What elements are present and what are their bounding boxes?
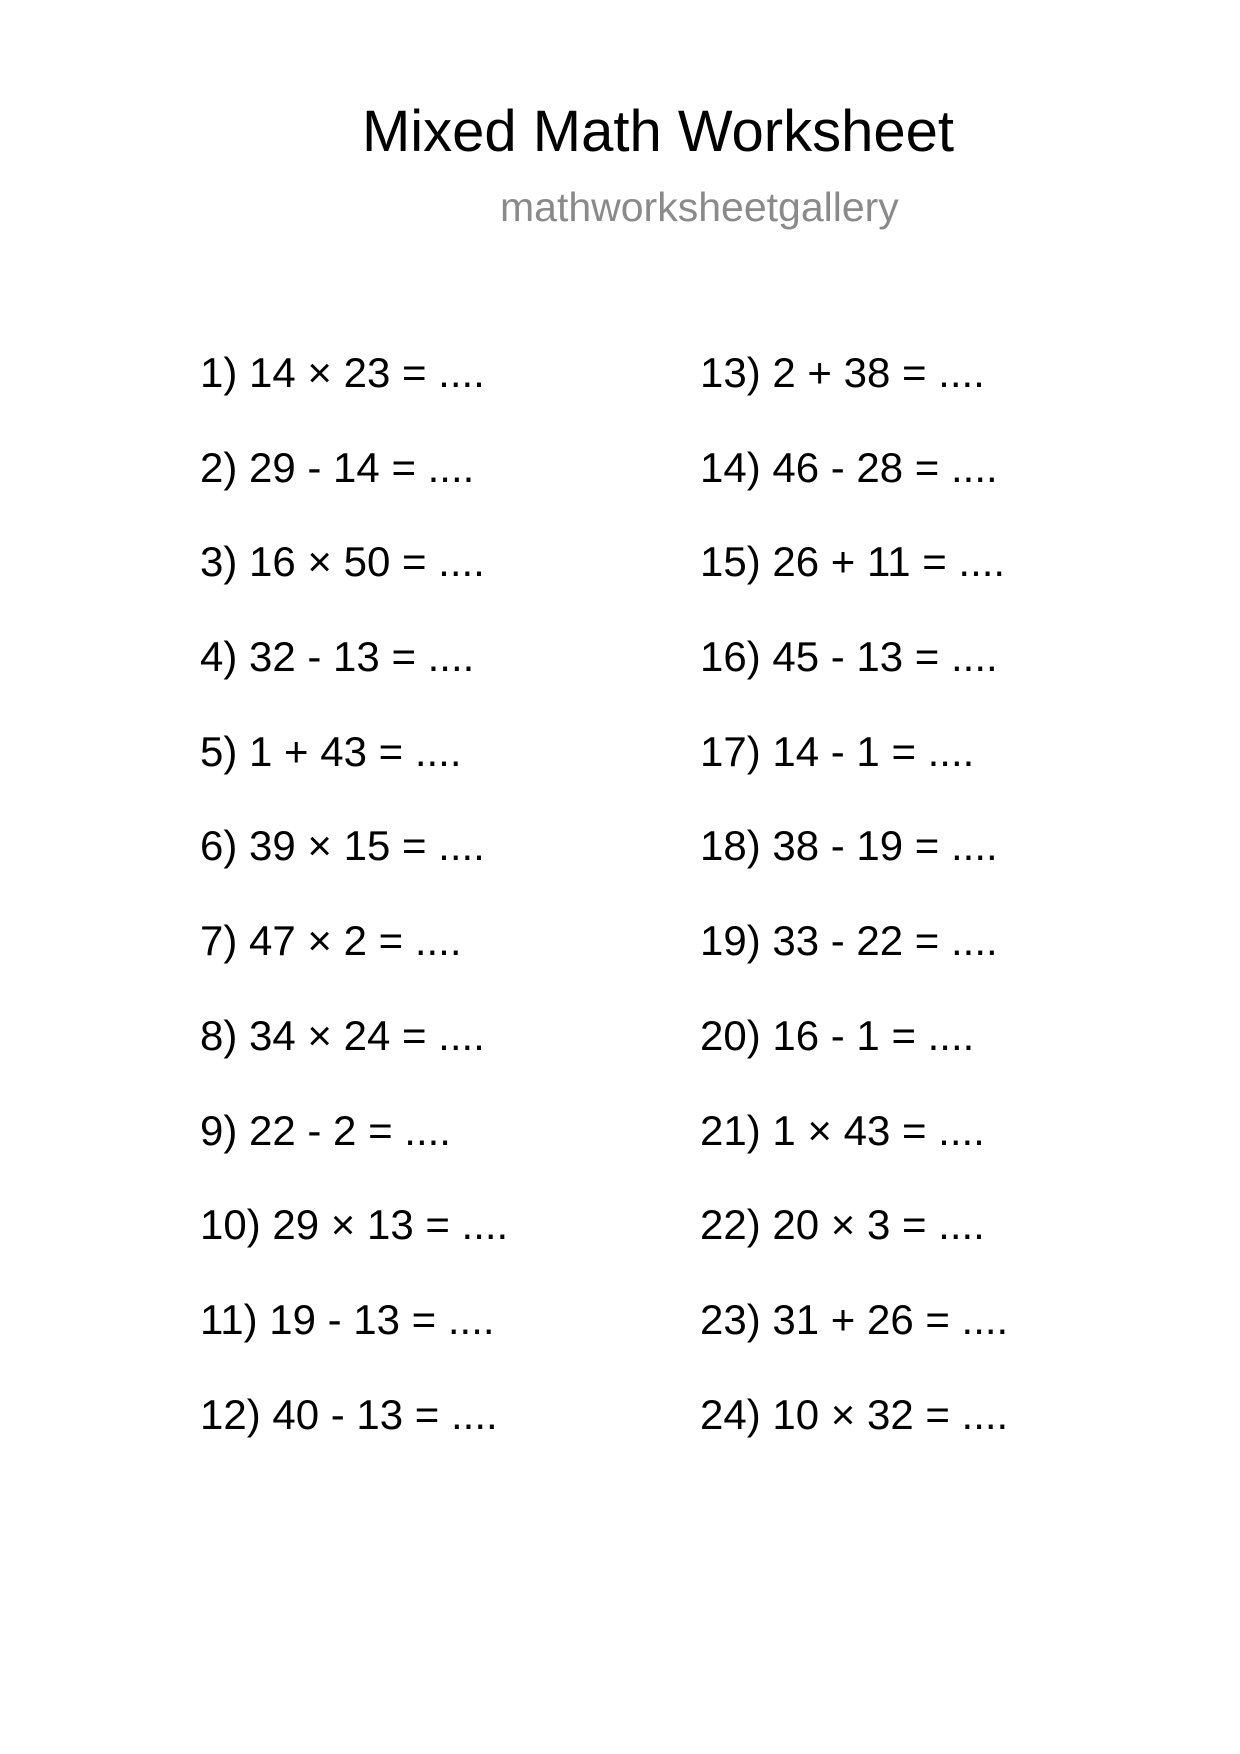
- problem-4: 4) 32 - 13 = ....: [200, 633, 475, 681]
- problem-11: 11) 19 - 13 = ....: [200, 1295, 495, 1343]
- problem-16: 16) 45 - 13 = ....: [700, 633, 998, 681]
- problem-17: 17) 14 - 1 = ....: [700, 727, 975, 775]
- problem-19: 19) 33 - 22 = ....: [700, 917, 998, 965]
- problem-14: 14) 46 - 28 = ....: [700, 443, 998, 491]
- problem-24: 24) 10 × 32 = ....: [700, 1390, 1009, 1438]
- problem-12: 12) 40 - 13 = ....: [200, 1390, 498, 1438]
- page-title: Mixed Math Worksheet: [361, 99, 955, 164]
- problem-13: 13) 2 + 38 = ....: [700, 349, 985, 396]
- problem-9: 9) 22 - 2 = ....: [200, 1106, 451, 1154]
- problem-6: 6) 39 × 15 = ....: [200, 822, 485, 870]
- problem-5: 5) 1 + 43 = ....: [200, 727, 462, 775]
- problems-column-left: [200, 348, 508, 1484]
- problem-18: 18) 38 - 19 = ....: [700, 822, 998, 870]
- problem-22: 22) 20 × 3 = ....: [700, 1201, 985, 1249]
- problem-3: 3) 16 × 50 = ....: [200, 538, 485, 586]
- problem-8: 8) 34 × 24 = ....: [200, 1011, 485, 1059]
- problem-20: 20) 16 - 1 = ....: [700, 1011, 975, 1059]
- problem-7: 7) 47 × 2 = ....: [200, 917, 462, 965]
- page-subtitle: mathworksheetgallery: [500, 184, 899, 230]
- problem-2: 2) 29 - 14 = ....: [200, 443, 475, 491]
- problems-column-right: [700, 348, 1008, 1484]
- problem-21: 21) 1 × 43 = ....: [700, 1106, 985, 1154]
- problem-1: 1) 14 × 23 = ....: [200, 349, 485, 396]
- problem-15: 15) 26 + 11 = ....: [700, 538, 1006, 586]
- problem-23: 23) 31 + 26 = ....: [700, 1295, 1009, 1343]
- problem-10: 10) 29 × 13 = ....: [200, 1201, 509, 1249]
